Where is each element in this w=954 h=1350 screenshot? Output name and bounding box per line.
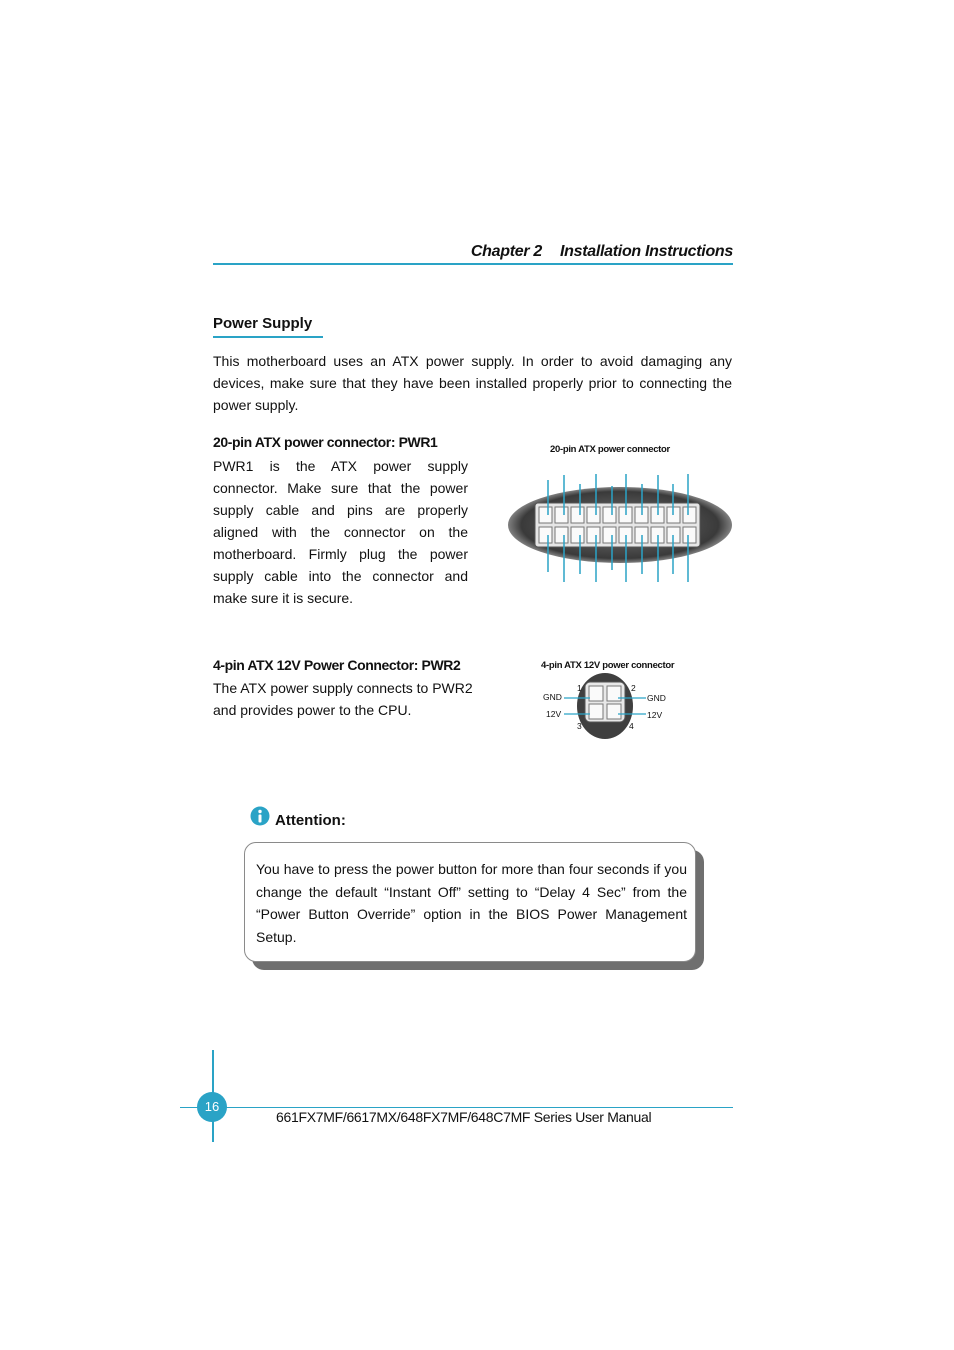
- pwr1-description: PWR1 is the ATX power supply connector. Make sure that the power supply cable and pins are properly aligned with the connector on the motherboard. Firmly plug the power supply cable into the connector and make sure it is secure.: [213, 458, 468, 606]
- pin-number-1: 1: [577, 683, 582, 693]
- manual-title: 661FX7MF/6617MX/648FX7MF/648C7MF Series User Manual: [276, 1109, 652, 1125]
- pin-label-12v-right: 12V: [647, 710, 663, 720]
- pwr2-leader-lines: [560, 690, 650, 722]
- chapter-title: Installation Instructions: [560, 243, 733, 260]
- pwr2-description: The ATX power supply connects to PWR2 and provides power to the CPU.: [213, 680, 473, 718]
- pin-number-2: 2: [631, 683, 636, 693]
- pin-label-gnd-left: GND: [543, 692, 562, 702]
- pin-number-3: 3: [577, 721, 582, 731]
- pwr1-connector-figure: [505, 470, 735, 590]
- info-icon: [250, 806, 270, 826]
- attention-note-text: You have to press the power button for more than four seconds if you change the default “Instant Off” setting to “Delay 4 Sec” from the “Power Button Override” option in the BIOS Power Management Setup.: [256, 861, 687, 945]
- page-number: 16: [197, 1092, 227, 1122]
- pwr2-figure-caption: 4-pin ATX 12V power connector: [541, 660, 675, 671]
- section-title-underline: [213, 336, 323, 338]
- pwr2-heading: 4-pin ATX 12V Power Connector: PWR2: [213, 657, 461, 673]
- section-title: Power Supply: [213, 315, 313, 332]
- attention-title: Attention:: [275, 812, 346, 829]
- header-rule: [213, 263, 733, 265]
- intro-paragraph: This motherboard uses an ATX power supply. In order to avoid damaging any devices, make sure that they have been installed properly prior to connecting the power supply.: [213, 353, 732, 413]
- pwr1-figure-caption: 20-pin ATX power connector: [550, 444, 670, 455]
- chapter-header: [213, 243, 733, 261]
- pin-label-12v-left: 12V: [546, 709, 562, 719]
- pin-label-gnd-right: GND: [647, 693, 666, 703]
- chapter-label: Chapter 2: [470, 243, 543, 260]
- footer-rule: [180, 1107, 733, 1108]
- pin-number-4: 4: [629, 721, 634, 731]
- pwr1-heading: 20-pin ATX power connector: PWR1: [213, 434, 438, 450]
